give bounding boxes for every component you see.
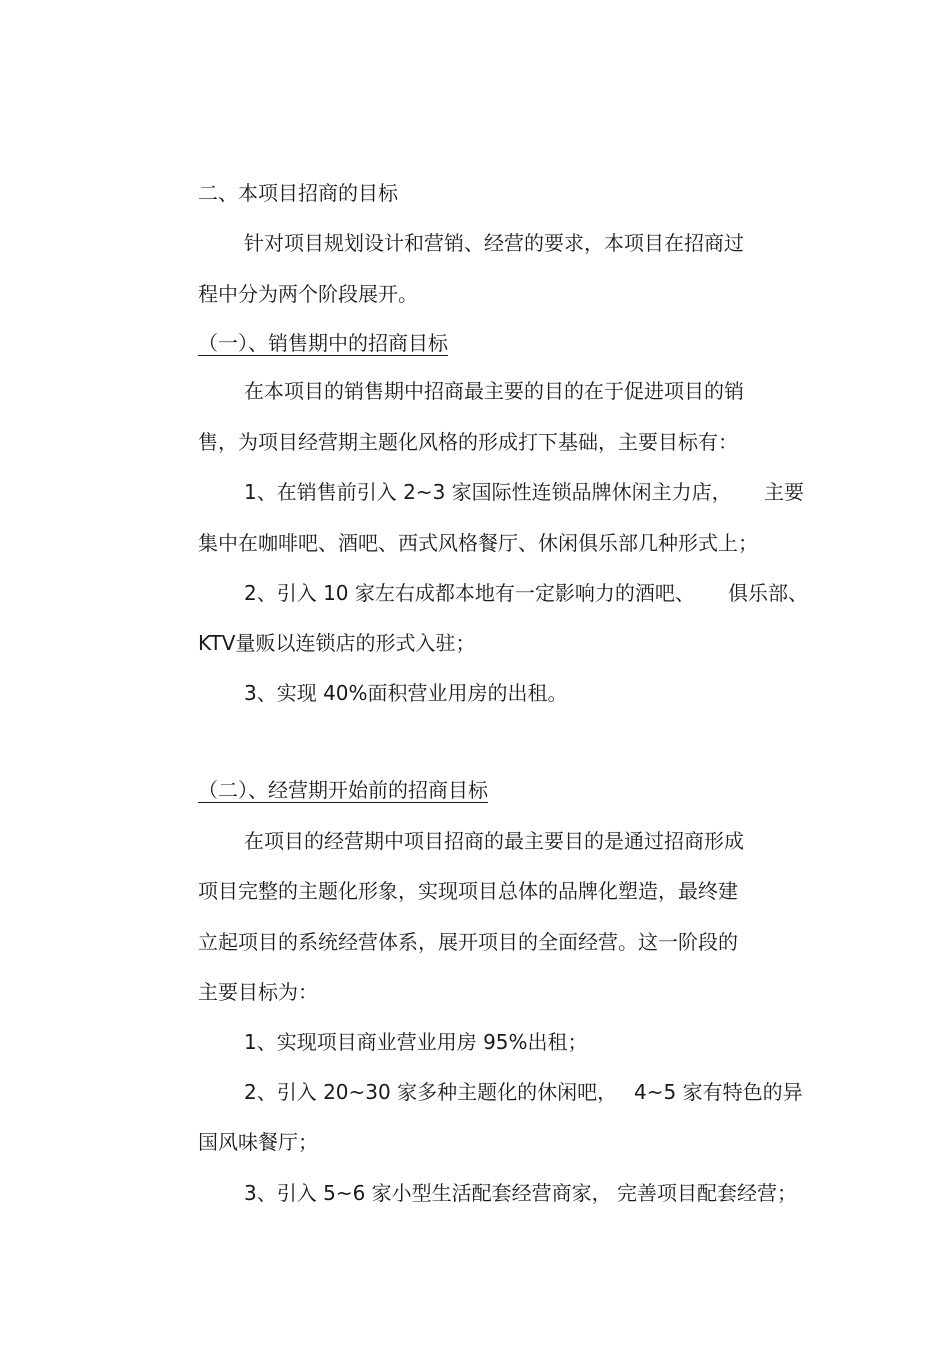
phase2-heading <box>198 777 514 803</box>
phase2-para-line-2: 项目完整的主题化形象，实现项目总体的品牌化塑造，最终建 <box>198 879 738 903</box>
phase2-item-2-line-2: 国风味餐厅； <box>198 1130 318 1154</box>
intro-line-2: 程中分为两个阶段展开。 <box>198 282 418 306</box>
phase1-item-2-tail: 俱乐部、 <box>728 581 808 605</box>
phase2-heading-text: （二）、经营期开始前的招商目标 <box>198 778 488 802</box>
phase1-heading <box>198 330 474 356</box>
phase1-item-3: 3、实现 40%面积营业用房的出租。 <box>244 681 568 705</box>
phase2-para-line-3: 立起项目的系统经营体系，展开项目的全面经营。这一阶段的 <box>198 930 738 954</box>
phase1-heading-text: （一）、销售期中的招商目标 <box>198 331 448 355</box>
phase2-item-2-tail: 4~5 家有特色的异 <box>634 1080 803 1104</box>
phase2-item-3: 3、引入 5~6 家小型生活配套经营商家， <box>244 1181 612 1205</box>
phase2-para-line-1: 在项目的经营期中项目招商的最主要目的是通过招商形成 <box>244 829 744 853</box>
phase1-para-line-2: 售，为项目经营期主题化风格的形成打下基础，主要目标有： <box>198 430 738 454</box>
phase1-item-2-line-2: KTV量贩以连锁店的形式入驻； <box>198 631 476 655</box>
intro-line-1: 针对项目规划设计和营销、经营的要求，本项目在招商过 <box>244 231 744 255</box>
phase1-item-1-tail: 主要 <box>764 480 804 504</box>
phase1-item-1: 1、在销售前引入 2~3 家国际性连锁品牌休闲主力店， <box>244 480 732 504</box>
phase1-item-2: 2、引入 10 家左右成都本地有一定影响力的酒吧、 <box>244 581 695 605</box>
section-title: 二、本项目招商的目标 <box>198 181 398 205</box>
phase1-item-1-line-2: 集中在咖啡吧、酒吧、西式风格餐厅、休闲俱乐部几种形式上； <box>198 531 758 555</box>
phase2-item-1: 1、实现项目商业营业用房 95%出租； <box>244 1030 588 1054</box>
phase2-para-line-4: 主要目标为： <box>198 980 318 1004</box>
phase2-item-2: 2、引入 20~30 家多种主题化的休闲吧， <box>244 1080 618 1104</box>
phase1-para-line-1: 在本项目的销售期中招商最主要的目的在于促进项目的销 <box>244 379 744 403</box>
phase2-item-3-tail: 完善项目配套经营； <box>617 1181 797 1205</box>
